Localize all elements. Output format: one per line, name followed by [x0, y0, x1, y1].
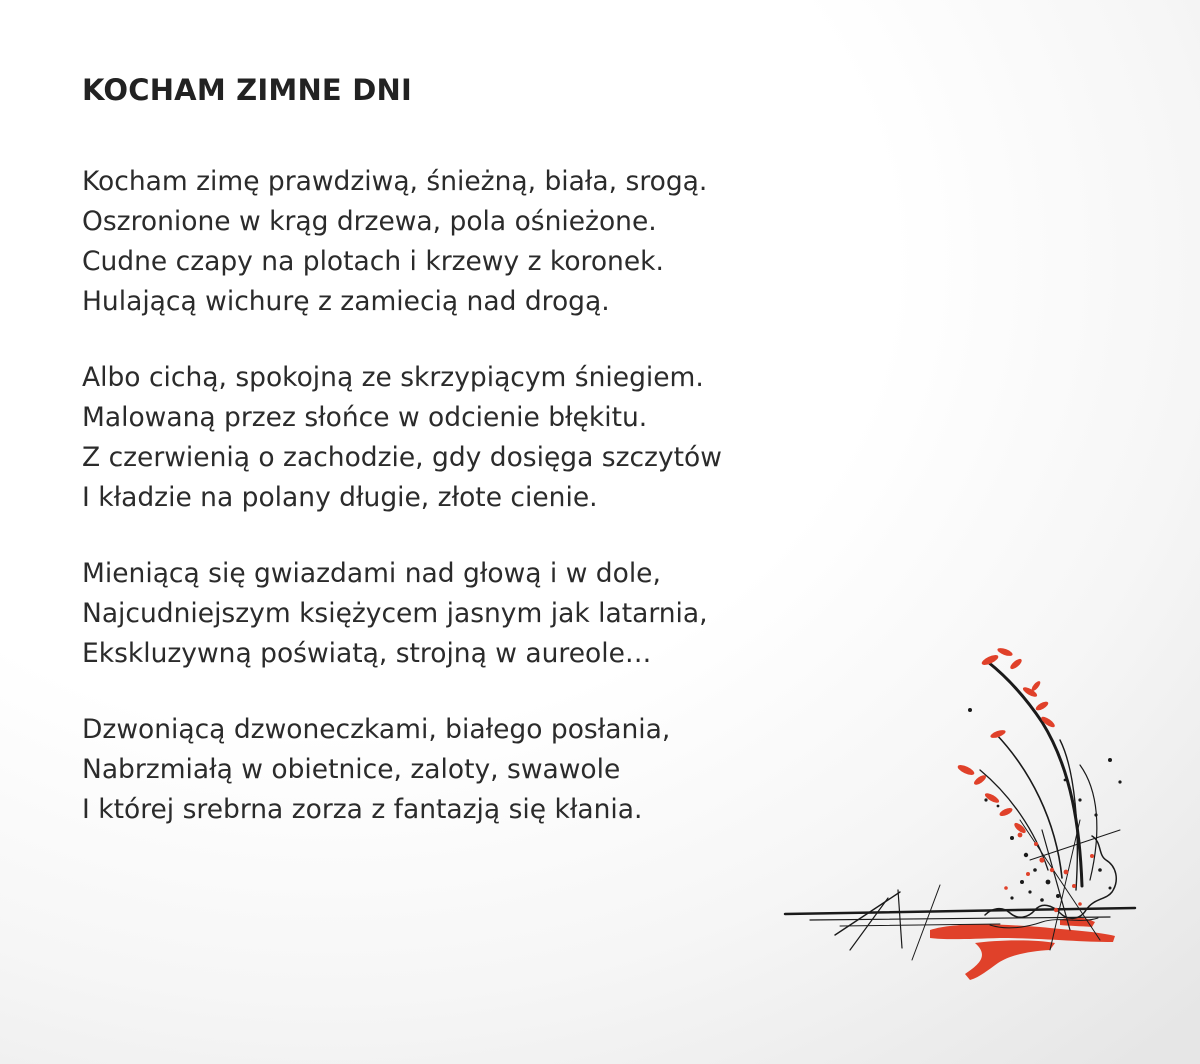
poem-line: Dzwoniącą dzwoneczkami, białego posłania,: [82, 714, 671, 745]
poem-line: Kocham zimę prawdziwą, śnieżną, biała, srogą.: [82, 166, 708, 197]
poem-line: Hulającą wichurę z zamiecią nad drogą.: [82, 286, 610, 317]
winter-tree-sketch-icon: [780, 630, 1160, 1000]
poem-line: Oszronione w krąg drzewa, pola ośnieżone.: [82, 206, 657, 237]
poem-line: Ekskluzywną poświatą, strojną w aureole…: [82, 638, 652, 669]
poem-line: Albo cichą, spokojną ze skrzypiącym śniegiem.: [82, 362, 704, 393]
stanza-2: [82, 358, 942, 518]
poem-line: I kładzie na polany długie, złote cienie.: [82, 482, 598, 513]
poem-line: Najcudniejszym księżycem jasnym jak latarnia,: [82, 598, 708, 629]
poem-line: Malowaną przez słońce w odcienie błękitu.: [82, 402, 648, 433]
poem-line: I której srebrna zorza z fantazją się kłania.: [82, 794, 643, 825]
stanza-1: [82, 162, 942, 322]
poem-line: Z czerwienią o zachodzie, gdy dosięga szczytów: [82, 442, 722, 473]
poem-title: KOCHAM ZIMNE DNI: [82, 73, 412, 107]
poem-line: Nabrzmiałą w obietnice, zaloty, swawole: [82, 754, 621, 785]
poem-line: Mieniącą się gwiazdami nad głową i w dole,: [82, 558, 661, 589]
poem-line: Cudne czapy na plotach i krzewy z koronek.: [82, 246, 664, 277]
